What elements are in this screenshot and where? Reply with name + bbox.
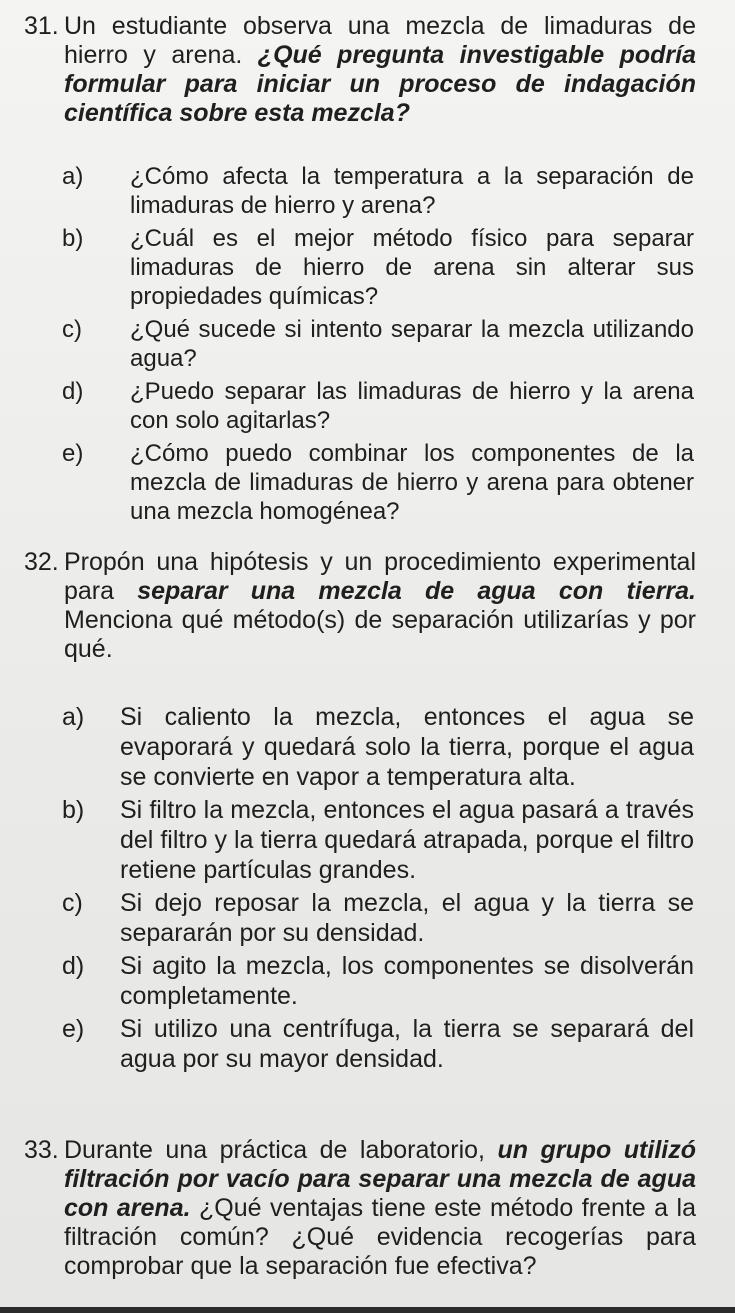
option-letter: c)	[62, 316, 82, 343]
question-32-number: 32.	[24, 548, 59, 576]
photo-bottom-edge	[0, 1307, 735, 1313]
question-33-emphasis: un grupo utilizó filtración por vacío para separar una mezcla de agua con arena.	[64, 1136, 696, 1222]
question-32-option-e[interactable]	[62, 1014, 694, 1074]
option-text: Si agito la mezcla, los componentes se disolverán completamente.	[120, 952, 694, 1010]
option-text: ¿Qué sucede si intento separar la mezcla utilizando agua?	[130, 316, 694, 372]
question-31-option-d[interactable]	[62, 377, 694, 435]
question-31-option-a[interactable]	[62, 162, 694, 220]
question-33-text-a: Durante una práctica de laboratorio,	[64, 1136, 498, 1164]
question-32-option-b[interactable]	[62, 795, 694, 885]
question-31-option-b[interactable]	[62, 224, 694, 311]
question-33-text-c: ¿Qué ventajas tiene este método frente a la filtración común? ¿Qué evidencia recogerías para comprobar que la separación fue efectiva?	[64, 1194, 696, 1280]
option-letter: a)	[62, 703, 85, 731]
question-33-stem	[24, 1136, 696, 1281]
option-letter: b)	[62, 796, 85, 824]
question-32	[24, 548, 696, 667]
question-32-emphasis: separar una mezcla de agua con tierra.	[137, 577, 696, 605]
question-31-option-e[interactable]	[62, 439, 694, 526]
question-32-text-c: Menciona qué método(s) de separación utilizarías y por qué.	[64, 606, 696, 663]
option-text: ¿Puedo separar las limaduras de hierro y la arena con solo agitarlas?	[130, 378, 694, 434]
question-33	[24, 1136, 696, 1284]
question-31-option-c[interactable]	[62, 315, 694, 373]
option-letter: c)	[62, 889, 83, 917]
option-text: ¿Cómo puedo combinar los componentes de la mezcla de limaduras de hierro y arena para obtener una mezcla homogénea?	[130, 440, 694, 525]
question-31-context: Un estudiante observa una mezcla de limaduras de hierro y arena.	[64, 12, 696, 69]
question-32-stem	[24, 548, 696, 664]
question-31-number: 31.	[24, 12, 59, 40]
option-letter: a)	[62, 163, 84, 190]
option-letter: d)	[62, 378, 84, 405]
question-31-prompt: ¿Qué pregunta investigable podría formular para iniciar un proceso de indagación científica sobre esta mezcla?	[64, 41, 697, 127]
option-text: ¿Cómo afecta la temperatura a la separación de limaduras de hierro y arena?	[130, 163, 694, 219]
question-31-stem	[24, 12, 697, 128]
question-31	[24, 12, 697, 131]
question-32-option-a[interactable]	[62, 702, 694, 792]
option-letter: e)	[62, 440, 84, 467]
question-32-option-d[interactable]	[62, 951, 694, 1011]
option-text: ¿Cuál es el mejor método físico para separar limaduras de hierro de arena sin alterar sus propiedades químicas?	[130, 225, 694, 310]
option-text: Si dejo reposar la mezcla, el agua y la tierra se separarán por su densidad.	[120, 889, 694, 947]
question-31-options	[62, 162, 694, 530]
question-32-text-a: Propón una hipótesis y un procedimiento experimental para	[64, 548, 696, 605]
question-33-number: 33.	[24, 1136, 59, 1164]
option-text: Si filtro la mezcla, entonces el agua pasará a través del filtro y la tierra quedará atrapada, porque el filtro retiene partículas grandes.	[120, 796, 694, 884]
question-32-options	[62, 702, 694, 1077]
option-letter: e)	[62, 1015, 85, 1043]
option-letter: d)	[62, 952, 85, 980]
question-32-option-c[interactable]	[62, 888, 694, 948]
option-text: Si utilizo una centrífuga, la tierra se separará del agua por su mayor densidad.	[120, 1015, 694, 1073]
option-text: Si caliento la mezcla, entonces el agua se evaporará y quedará solo la tierra, porque el agua se convierte en vapor a temperatura alta.	[120, 703, 694, 791]
option-letter: b)	[62, 225, 84, 252]
